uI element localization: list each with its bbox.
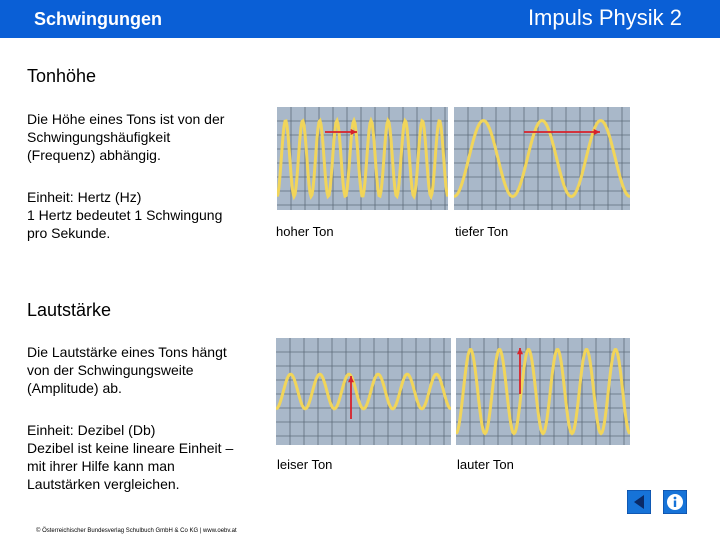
loud-tone-wave-panel	[456, 338, 630, 445]
section-title: Schwingungen	[34, 9, 162, 29]
high-tone-wave-panel	[277, 107, 448, 210]
pitch-heading: Tonhöhe	[27, 66, 97, 86]
header-bar	[0, 0, 720, 38]
pitch-unit	[27, 188, 222, 242]
loudness-unit-line: Lautstärken vergleichen.	[27, 476, 180, 492]
loudness-unit-line: Dezibel ist keine lineare Einheit –	[27, 440, 234, 456]
loudness-unit-line: mit ihrer Hilfe kann man	[27, 458, 175, 474]
brand-title: Impuls Physik 2	[527, 5, 682, 30]
loudness-unit-line: Einheit: Dezibel (Db)	[27, 422, 156, 438]
low-tone-wave-panel	[454, 107, 630, 210]
low-tone-caption: tiefer Ton	[455, 224, 509, 239]
pitch-unit-line: Einheit: Hertz (Hz)	[27, 189, 142, 205]
pitch-line: (Frequenz) abhängig.	[27, 147, 161, 163]
high-tone-caption: hoher Ton	[276, 224, 334, 239]
quiet-tone-wave-panel	[276, 338, 451, 445]
back-arrow-icon[interactable]	[627, 490, 651, 514]
loudness-line: Die Lautstärke eines Tons hängt	[27, 344, 227, 360]
pitch-unit-line: pro Sekunde.	[27, 225, 111, 241]
loudness-unit	[27, 421, 233, 493]
loudness-line: (Amplitude) ab.	[27, 380, 122, 396]
copyright-notice: © Österreichischer Bundesverlag Schulbuch GmbH & Co KG | www.oebv.at	[36, 528, 237, 534]
quiet-tone-caption: leiser Ton	[277, 457, 333, 472]
pitch-unit-line: 1 Hertz bedeutet 1 Schwingung	[27, 207, 223, 223]
pitch-description	[27, 110, 224, 164]
info-icon[interactable]	[663, 490, 687, 514]
grid-background	[276, 338, 451, 445]
loud-tone-caption: lauter Ton	[457, 457, 514, 472]
pitch-line: Schwingungshäufigkeit	[27, 129, 171, 145]
loudness-description	[27, 343, 227, 397]
loudness-heading: Lautstärke	[27, 300, 112, 320]
pitch-line: Die Höhe eines Tons ist von der	[27, 111, 225, 127]
loudness-line: von der Schwingungsweite	[27, 362, 194, 378]
